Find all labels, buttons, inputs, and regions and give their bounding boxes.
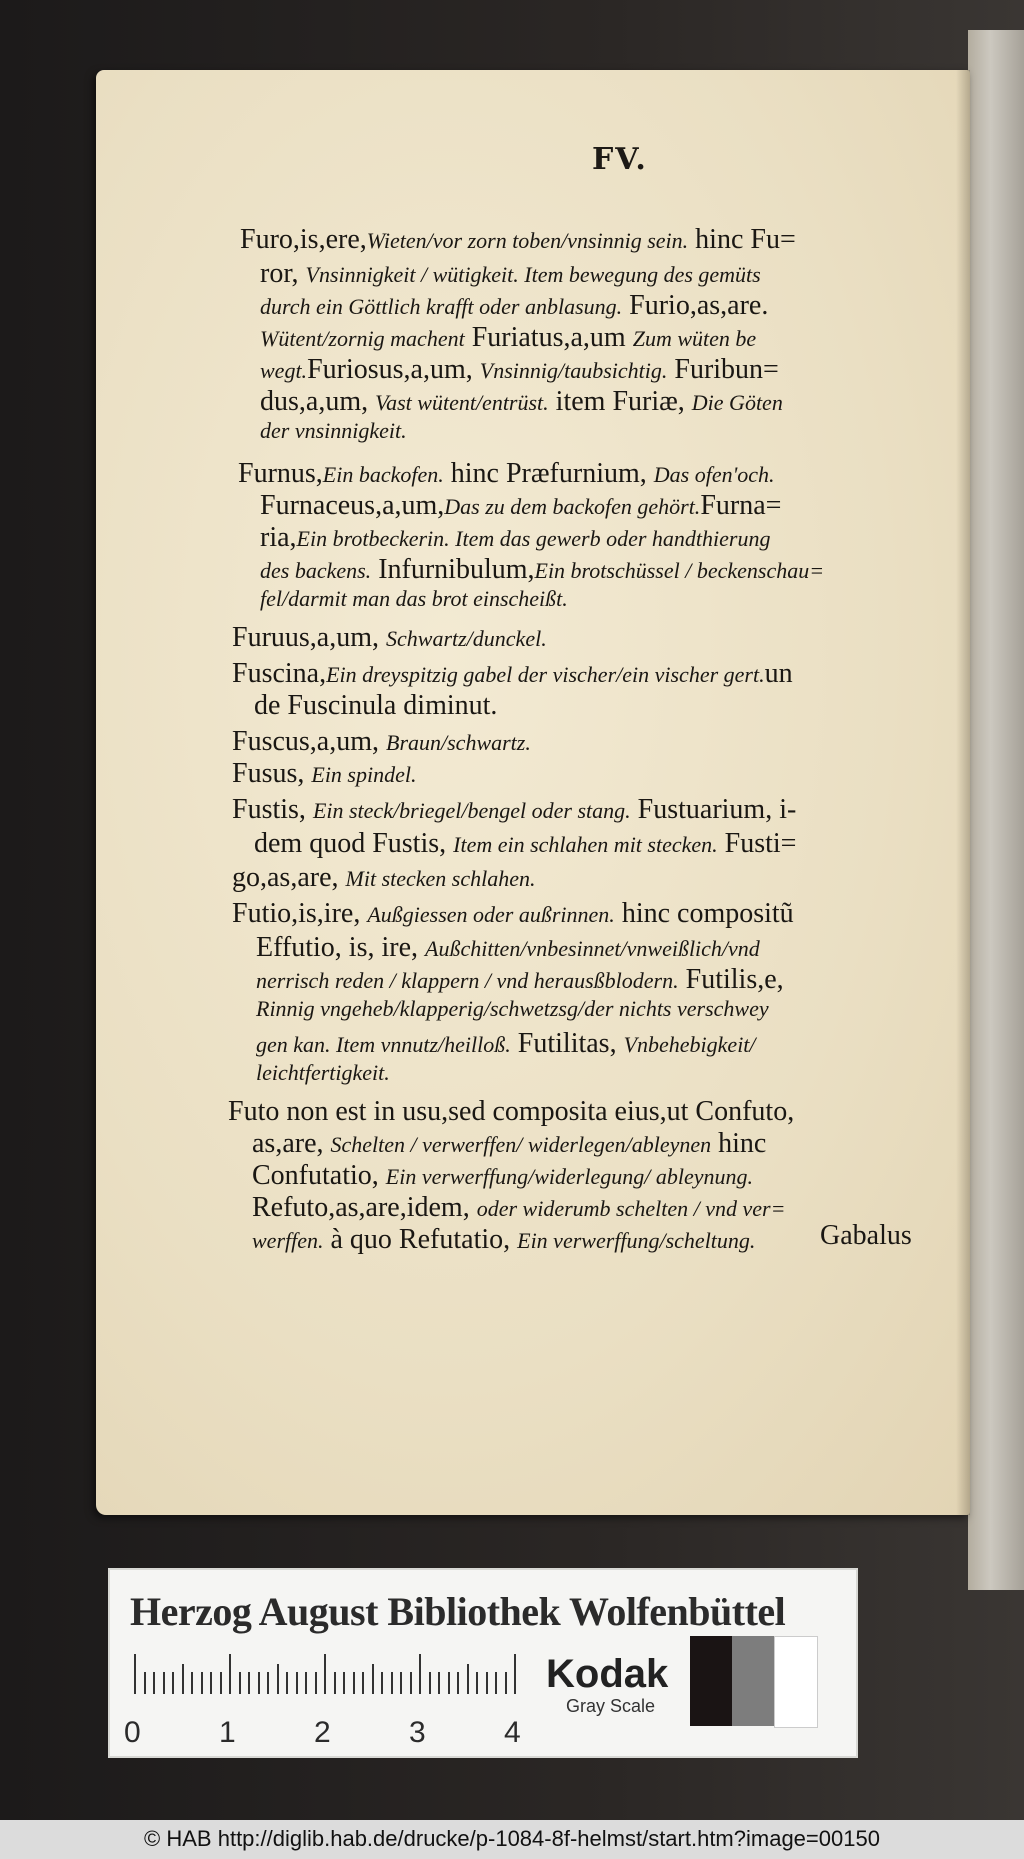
ruler-tick (372, 1664, 374, 1694)
text-line (256, 1062, 390, 1084)
text-line (256, 1030, 756, 1058)
text-line (260, 588, 568, 610)
ruler-tick (410, 1672, 412, 1694)
ruler-tick (182, 1664, 184, 1694)
ruler-tick (172, 1672, 174, 1694)
german-gloss: Ein steck/briegel/bengel oder stang. (312, 798, 631, 823)
latin-headword: Confutatio, (252, 1160, 386, 1191)
ruler-tick (201, 1672, 203, 1694)
text-line (256, 966, 784, 994)
latin-headword: dus,a,um, (260, 386, 376, 417)
latin-headword: as,are, (252, 1128, 331, 1159)
german-gloss: Wieten/vor zorn toben/vnsinnig sein. (366, 228, 689, 253)
text-line (260, 356, 779, 384)
text-line (228, 1098, 794, 1126)
text-line (232, 728, 531, 756)
text-line (252, 1130, 766, 1158)
german-gloss: wegt. (260, 358, 308, 383)
text-line (232, 624, 547, 652)
german-gloss: des backens. (260, 558, 372, 583)
german-gloss: der vnsinnigkeit. (260, 418, 407, 443)
text-line (232, 760, 416, 788)
text-line (260, 388, 783, 416)
german-gloss: Ein spindel. (311, 762, 417, 787)
ruler-number: 3 (409, 1716, 426, 1749)
ruler-tick (210, 1672, 212, 1694)
ruler-tick (448, 1672, 450, 1694)
ruler-tick (400, 1672, 402, 1694)
latin-headword: ror, (260, 258, 306, 289)
ruler-tick (296, 1672, 298, 1694)
german-gloss: Vnsinnigkeit / wütigkeit. Item bewegung des gemüts (305, 262, 761, 287)
german-gloss: Das zu dem backofen gehört. (444, 494, 701, 519)
latin-headword: Furna= (700, 490, 782, 521)
german-gloss: Vast wütent/entrüst. (375, 390, 549, 415)
latin-headword: Fuscus,a,um, (232, 726, 386, 757)
latin-headword: Infurnibulum, (371, 554, 535, 585)
ruler-tick (258, 1672, 260, 1694)
ruler-tick (486, 1672, 488, 1694)
latin-headword: un (764, 658, 793, 689)
ruler-number: 4 (504, 1716, 521, 1749)
text-line (260, 524, 770, 552)
latin-headword: Furo,is,ere, (240, 224, 367, 255)
german-gloss: Schwartz/dunckel. (386, 626, 547, 651)
latin-headword: Furnaceus,a,um, (260, 490, 445, 521)
german-gloss: Zum wüten be (632, 326, 757, 351)
german-gloss: fel/darmit man das brot einscheißt. (260, 586, 568, 611)
ruler-tick (163, 1672, 165, 1694)
ruler-tick (220, 1672, 222, 1694)
latin-headword: go,as,are, (232, 862, 346, 893)
ruler-tick (343, 1672, 345, 1694)
ruler-tick (495, 1672, 497, 1694)
german-gloss: leichtfertigkeit. (256, 1060, 390, 1085)
ruler-tick (191, 1672, 193, 1694)
german-gloss: Ein verwerffung/widerlegung/ ableynung. (385, 1164, 753, 1189)
kodak-logo: Kodak (546, 1652, 669, 1696)
ruler-scale (134, 1654, 524, 1694)
latin-headword: Fustuarium, i- (630, 794, 797, 825)
latin-headword: Fusus, (232, 758, 312, 789)
ruler-number: 0 (124, 1716, 141, 1749)
page-header: FV. (592, 142, 648, 177)
latin-headword: Fustis, (232, 794, 313, 825)
page-binding-shadow (956, 70, 970, 1515)
german-gloss: gen kan. Item vnnutz/heilloß. (256, 1032, 511, 1057)
text-line (232, 796, 796, 824)
ruler-tick (429, 1672, 431, 1694)
german-gloss: Mit stecken schlahen. (345, 866, 536, 891)
ruler-tick (286, 1672, 288, 1694)
german-gloss: Ein backofen. (322, 462, 444, 487)
latin-headword: Furiatus,a,um (464, 322, 633, 353)
ruler-tick (353, 1672, 355, 1694)
german-gloss: Die Göten (691, 390, 783, 415)
text-line (260, 556, 824, 584)
footer-url: © HAB http://diglib.hab.de/drucke/p-1084-8f-helmst/start.htm?image=00150 (144, 1826, 880, 1851)
german-gloss: Schelten / verwerffen/ widerlegen/ableynen (330, 1132, 712, 1157)
ruler-tick (438, 1672, 440, 1694)
ruler-tick (324, 1654, 326, 1694)
ruler-tick (267, 1672, 269, 1694)
ruler-tick (134, 1654, 136, 1694)
german-gloss: nerrisch reden / klappern / vnd herausßblodern. (256, 968, 679, 993)
german-gloss: Außchitten/vnbesinnet/vnweißlich/vnd (425, 936, 760, 961)
ruler-tick (334, 1672, 336, 1694)
german-gloss: Ein brotbeckerin. Item das gewerb oder handthierung (296, 526, 771, 551)
text-line (240, 226, 796, 254)
latin-headword: dem quod Fustis, (254, 828, 454, 859)
book-page (96, 70, 970, 1515)
latin-headword: Furio,as,are. (622, 290, 769, 321)
latin-headword: Furibun= (667, 354, 779, 385)
ruler-tick (476, 1672, 478, 1694)
gray-scale-label: Gray Scale (566, 1696, 656, 1716)
ruler-tick (248, 1672, 250, 1694)
ruler-tick (505, 1672, 507, 1694)
german-gloss: Wütent/zornig machent (260, 326, 465, 351)
ruler-tick (391, 1672, 393, 1694)
latin-headword: ria, (260, 522, 297, 553)
target-title: Herzog August Bibliothek Wolfenbüttel (130, 1589, 786, 1634)
text-line (256, 998, 769, 1020)
german-gloss: werffen. (252, 1228, 324, 1253)
german-gloss: Das ofen'och. (653, 462, 775, 487)
ruler-tick (315, 1672, 317, 1694)
ruler-tick (305, 1672, 307, 1694)
text-line (252, 1226, 755, 1254)
gray-swatch (732, 1636, 774, 1726)
text-line (260, 260, 761, 288)
latin-headword: de Fuscinula diminut. (254, 690, 498, 721)
latin-headword: hinc (711, 1128, 767, 1159)
color-target (108, 1568, 858, 1758)
text-line (260, 292, 768, 320)
text-line (254, 692, 497, 720)
text-line (260, 420, 407, 442)
latin-headword: à quo Refutatio, (323, 1224, 518, 1255)
text-line (260, 492, 781, 520)
latin-headword: Fusti= (717, 828, 797, 859)
latin-headword: Futilis,e, (678, 964, 784, 995)
latin-headword: Fuscina, (232, 658, 327, 689)
german-gloss: oder widerumb schelten / vnd ver= (476, 1196, 786, 1221)
latin-headword: Furnus, (238, 458, 323, 489)
text-line (252, 1194, 785, 1222)
ruler-number: 2 (314, 1716, 331, 1749)
german-gloss: Ein brotschüssel / beckenschau= (534, 558, 825, 583)
ruler-tick (239, 1672, 241, 1694)
text-line (232, 864, 536, 892)
white-swatch (774, 1636, 818, 1728)
latin-headword: hinc Fu= (688, 224, 796, 255)
ruler-tick (153, 1672, 155, 1694)
german-gloss: Ein dreyspitzig gabel der vischer/ein vischer gert. (326, 662, 765, 687)
text-line (252, 1162, 753, 1190)
text-line (260, 324, 756, 352)
ruler-tick (362, 1672, 364, 1694)
text-line (238, 460, 775, 488)
german-gloss: Rinnig vngeheb/klapperig/schwetzsg/der nichts verschwey (256, 996, 769, 1021)
catchword: Gabalus (820, 1220, 912, 1251)
next-page-edge (968, 30, 1024, 1590)
footer-bar (0, 1820, 1024, 1859)
german-gloss: Vnsinnig/taubsichtig. (479, 358, 668, 383)
black-swatch (690, 1636, 732, 1726)
ruler-tick (514, 1654, 516, 1694)
ruler-tick (467, 1664, 469, 1694)
text-line (232, 660, 793, 688)
ruler-tick (144, 1672, 146, 1694)
latin-headword: item Furiæ, (548, 386, 692, 417)
latin-headword: Futilitas, (510, 1028, 624, 1059)
latin-headword: Refuto,as,are,idem, (252, 1192, 477, 1223)
german-gloss: Vnbehebigkeit/ (623, 1032, 756, 1057)
ruler-number: 1 (219, 1716, 236, 1749)
text-line (256, 934, 760, 962)
latin-headword: Furuus,a,um, (232, 622, 386, 653)
latin-headword: hinc compositũ (614, 898, 794, 929)
ruler-tick (277, 1664, 279, 1694)
ruler-tick (457, 1672, 459, 1694)
ruler-tick (419, 1654, 421, 1694)
ruler-tick (229, 1654, 231, 1694)
german-gloss: Außgiessen oder außrinnen. (367, 902, 615, 927)
latin-headword: hinc Præfurnium, (443, 458, 654, 489)
german-gloss: durch ein Göttlich krafft oder anblasung. (260, 294, 623, 319)
latin-headword: Futo non est in usu,sed composita eius,ut Confuto, (228, 1096, 795, 1127)
text-line (254, 830, 796, 858)
text-line (232, 900, 794, 928)
latin-headword: Effutio, is, ire, (256, 932, 426, 963)
german-gloss: Braun/schwartz. (386, 730, 531, 755)
latin-headword: Furiosus,a,um, (307, 354, 480, 385)
ruler-tick (381, 1672, 383, 1694)
latin-headword: Futio,is,ire, (232, 898, 368, 929)
german-gloss: Item ein schlahen mit stecken. (453, 832, 718, 857)
german-gloss: Ein verwerffung/scheltung. (517, 1228, 756, 1253)
